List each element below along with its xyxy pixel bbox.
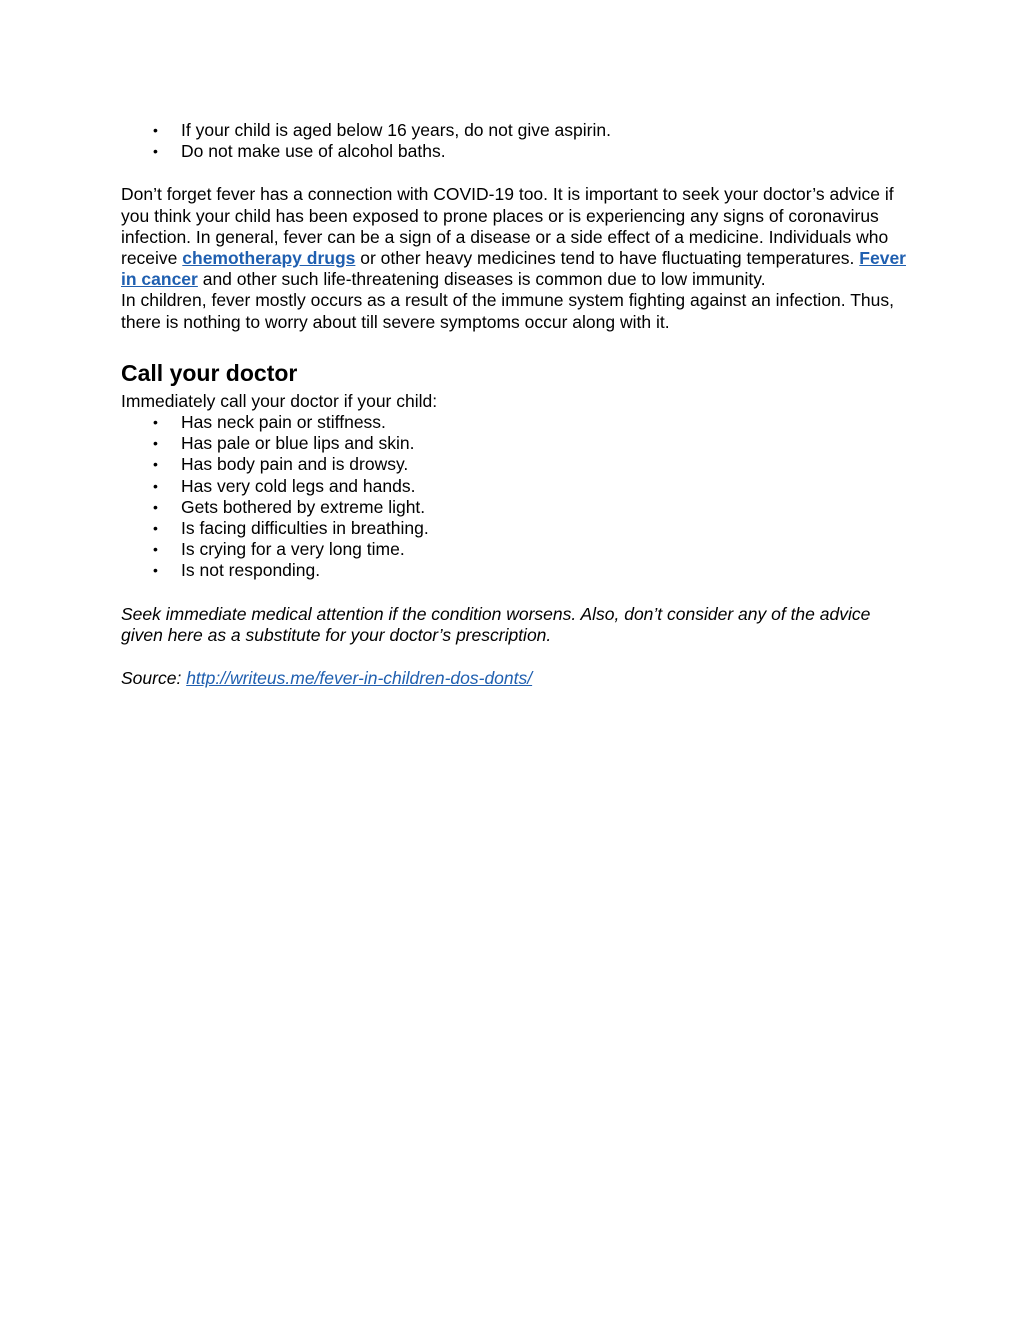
closing-paragraph: Seek immediate medical attention if the condition worsens. Also, don’t consider any of the advice given here as a substitute for your doctor’s prescription. bbox=[121, 603, 871, 645]
list-item-text: Has pale or blue lips and skin. bbox=[181, 433, 415, 454]
list-item-text: Is facing difficulties in breathing. bbox=[181, 518, 429, 539]
list-item-text: Has neck pain or stiffness. bbox=[181, 412, 386, 433]
list-item bbox=[121, 497, 911, 518]
list-item-text: Has very cold legs and hands. bbox=[181, 475, 416, 496]
spacer bbox=[121, 162, 911, 184]
list-item bbox=[121, 518, 911, 539]
list-item-text: Gets bothered by extreme light. bbox=[181, 496, 426, 517]
spacer bbox=[121, 646, 911, 668]
list-item bbox=[121, 454, 911, 475]
bullet-icon: • bbox=[153, 498, 158, 515]
bullet-icon: • bbox=[153, 477, 158, 494]
list-item-text: Is crying for a very long time. bbox=[181, 539, 405, 560]
list-item-text: Do not make use of alcohol baths. bbox=[181, 141, 446, 162]
document-page bbox=[121, 120, 911, 689]
top-bullet-list bbox=[121, 120, 911, 162]
spacer bbox=[121, 582, 911, 604]
immune-paragraph: In children, fever mostly occurs as a result of the immune system fighting against an infection. Thus, there is nothing to worry about till severe symptoms occur along with it. bbox=[121, 290, 894, 332]
symptom-bullet-list bbox=[121, 412, 911, 582]
paragraph-text: or other heavy medicines tend to have fluctuating temperatures. bbox=[355, 248, 860, 269]
bullet-icon: • bbox=[153, 456, 158, 473]
list-item bbox=[121, 412, 911, 433]
spacer bbox=[121, 333, 911, 359]
list-item bbox=[121, 120, 911, 141]
bullet-icon: • bbox=[153, 562, 158, 579]
paragraph-text: Don’t forget fever has a connection with COVID-19 too. It is important to seek your doctor’s advice if you think your child has been exposed to prone places or is experiencing any signs of coronavirus infection. In general, fever can be a sign of a disease or a side effect of a medicine. Individuals who receive bbox=[121, 184, 894, 269]
bullet-icon: • bbox=[153, 541, 158, 558]
source-link[interactable]: http://writeus.me/fever-in-children-dos-donts/ bbox=[186, 668, 533, 689]
source-label: Source: bbox=[121, 668, 187, 689]
section-intro: Immediately call your doctor if your child: bbox=[121, 390, 438, 411]
list-item bbox=[121, 560, 911, 581]
list-item bbox=[121, 476, 911, 497]
bullet-icon: • bbox=[153, 520, 158, 537]
source-line bbox=[121, 668, 911, 689]
covid-paragraph bbox=[121, 184, 911, 290]
fever-in-cancer-link[interactable]: Fever in cancer bbox=[121, 248, 906, 290]
bullet-icon: • bbox=[153, 435, 158, 452]
list-item-text: If your child is aged below 16 years, do not give aspirin. bbox=[181, 120, 611, 140]
list-item-text: Has body pain and is drowsy. bbox=[181, 454, 409, 475]
section-heading: Call your doctor bbox=[121, 359, 298, 386]
list-item bbox=[121, 539, 911, 560]
bullet-icon: • bbox=[153, 122, 158, 138]
list-item bbox=[121, 141, 911, 162]
list-item bbox=[121, 433, 911, 454]
paragraph-text: and other such life-threatening diseases is common due to low immunity. bbox=[197, 269, 766, 290]
bullet-icon: • bbox=[153, 143, 158, 160]
chemotherapy-drugs-link[interactable]: chemotherapy drugs bbox=[182, 248, 356, 269]
list-item-text: Is not responding. bbox=[181, 560, 321, 581]
bullet-icon: • bbox=[153, 414, 158, 431]
